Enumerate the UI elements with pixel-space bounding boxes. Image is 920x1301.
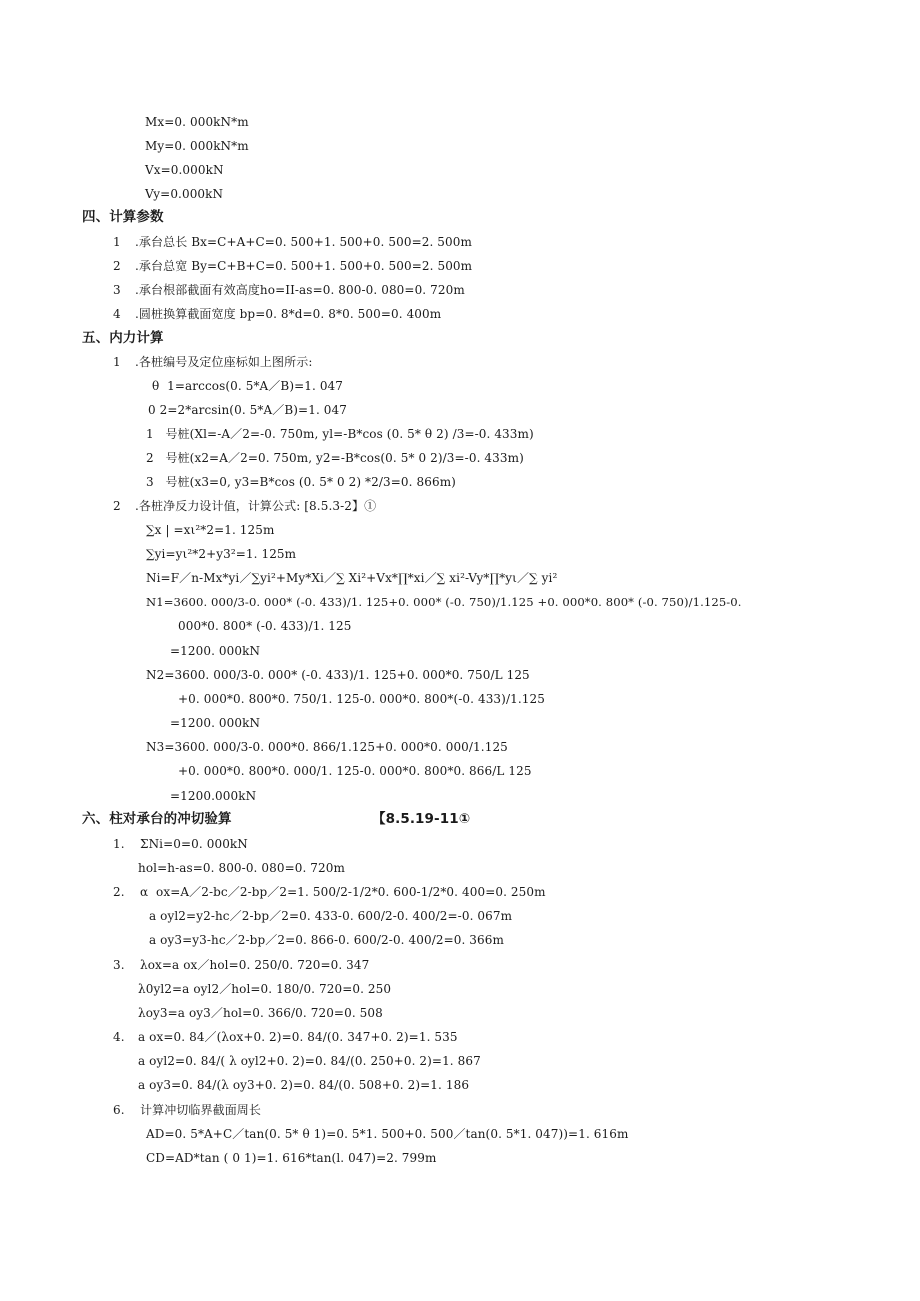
- section-4-item: [113, 306, 441, 322]
- formula-line: λoy3=a oy3／hol=0. 366/0. 720=0. 508: [138, 1006, 383, 1020]
- item-text: .承台根部截面有效高度ho=II-as=0. 800-0. 080=0. 720m: [135, 283, 465, 297]
- formula-line: CD=AD*tan ( 0 1)=1. 616*tan(l. 047)=2. 799m: [146, 1151, 437, 1165]
- item-text: .承台总宽 By=C+B+C=0. 500+1. 500+0. 500=2. 500m: [135, 259, 473, 273]
- formula-line: λox=a ox／hol=0. 250/0. 720=0. 347: [140, 958, 370, 972]
- section-6-reference: 【8.5.19-11①: [372, 811, 471, 827]
- formula-line: hol=h-as=0. 800-0. 080=0. 720m: [138, 861, 345, 875]
- section-6-item-number: 2.: [113, 885, 125, 899]
- section-6-title: 六、柱对承台的冲切验算: [82, 811, 232, 827]
- formula-line: a oy3=0. 84/(λ oy3+0. 2)=0. 84/(0. 508+0. 2)=1. 186: [138, 1078, 470, 1092]
- formula-line: AD=0. 5*A+C／tan(0. 5* θ 1)=0. 5*1. 500+0. 500／tan(0. 5*1. 047))=1. 616m: [146, 1127, 629, 1141]
- formula-line: a oyl2=0. 84/( λ oyl2+0. 2)=0. 84/(0. 250+0. 2)=1. 867: [138, 1054, 481, 1068]
- formula-line: 3 号桩(x3=0, y3=B*cos (0. 5* 0 2) *2/3=0. 866m): [146, 475, 456, 489]
- formula-line: α ox=A／2-bc／2-bp／2=1. 500/2-1/2*0. 600-1/2*0. 400=0. 250m: [140, 885, 546, 899]
- formula-line: ΣNi=0=0. 000kN: [140, 837, 248, 851]
- formula-line: Ni=F／n-Mx*yi／∑yi²+My*Xi／∑ Xi²+Vx*∏*xi／∑ xi²-Vy*∏*yι／∑ yi²: [146, 571, 558, 585]
- section-4-item: [113, 258, 472, 274]
- section-5-item-1: [113, 354, 312, 370]
- item-text: .承台总长 Bx=C+A+C=0. 500+1. 500+0. 500=2. 500m: [135, 235, 472, 249]
- formula-line: N3=3600. 000/3-0. 000*0. 866/1.125+0. 000*0. 000/1.125: [146, 740, 508, 754]
- formula-line: θ 1=arccos(0. 5*A／B)=1. 047: [152, 379, 344, 393]
- formula-line: 1 号桩(Xl=-A／2=-0. 750m, yl=-B*cos (0. 5* θ 2) /3=-0. 433m): [146, 427, 534, 441]
- item-number: 1: [113, 355, 121, 369]
- section-5-title: 五、内力计算: [82, 330, 164, 346]
- formula-line: =1200. 000kN: [170, 716, 261, 730]
- item-number: 3: [113, 283, 121, 297]
- formula-line: N2=3600. 000/3-0. 000* (-0. 433)/1. 125+0. 000*0. 750/L 125: [146, 668, 530, 682]
- load-vy: Vy=0.000kN: [145, 187, 224, 201]
- formula-line: +0. 000*0. 800*0. 750/1. 125-0. 000*0. 800*(-0. 433)/1.125: [178, 692, 545, 706]
- formula-line: =1200. 000kN: [170, 644, 261, 658]
- formula-line: =1200.000kN: [170, 789, 257, 803]
- item-text: .各桩净反力设计值，计算公式: [8.5.3-2】①: [135, 499, 377, 513]
- formula-line: ∑x | =xι²*2=1. 125m: [146, 523, 275, 537]
- item-number: 2: [113, 259, 121, 273]
- section-6-item-number: 6.: [113, 1103, 125, 1117]
- formula-line: +0. 000*0. 800*0. 000/1. 125-0. 000*0. 800*0. 866/L 125: [178, 764, 532, 778]
- formula-line: ∑yi=yι²*2+y3²=1. 125m: [146, 547, 297, 561]
- formula-line: 000*0. 800* (-0. 433)/1. 125: [178, 619, 352, 633]
- formula-line: 0 2=2*arcsin(0. 5*A／B)=1. 047: [148, 403, 347, 417]
- formula-line: 计算冲切临界截面周长: [140, 1103, 262, 1117]
- item-number: 2: [113, 499, 121, 513]
- load-mx: Mx=0. 000kN*m: [145, 115, 249, 129]
- item-text: .各桩编号及定位座标如上图所示:: [135, 355, 313, 369]
- formula-line: a oy3=y3-hc／2-bp／2=0. 866-0. 600/2-0. 400/2=0. 366m: [149, 933, 504, 947]
- section-4-item: [113, 282, 465, 298]
- load-my: My=0. 000kN*m: [145, 139, 249, 153]
- section-4-item: [113, 234, 472, 250]
- formula-line: 2 号桩(x2=A／2=0. 750m, y2=-B*cos(0. 5* 0 2)/3=-0. 433m): [146, 451, 524, 465]
- formula-line: a ox=0. 84／(λox+0. 2)=0. 84/(0. 347+0. 2)=1. 535: [138, 1030, 458, 1044]
- section-4-title: 四、计算参数: [82, 209, 164, 225]
- section-5-item-2: [113, 498, 376, 514]
- formula-line: λ0yl2=a oyl2／hol=0. 180/0. 720=0. 250: [138, 982, 392, 996]
- item-number: 4: [113, 307, 121, 321]
- formula-line: a oyl2=y2-hc／2-bp／2=0. 433-0. 600/2-0. 400/2=-0. 067m: [149, 909, 513, 923]
- formula-line: N1=3600. 000/3-0. 000* (-0. 433)/1. 125+0. 000* (-0. 750)/1.125 +0. 000*0. 800* (-0. 750)/1.125-0.: [146, 595, 742, 609]
- section-6-item-number: 4.: [113, 1030, 125, 1044]
- section-6-item-number: 1.: [113, 837, 125, 851]
- item-number: 1: [113, 235, 121, 249]
- item-text: .圆桩换算截面宽度 bp=0. 8*d=0. 8*0. 500=0. 400m: [135, 307, 442, 321]
- section-6-item-number: 3.: [113, 958, 125, 972]
- load-vx: Vx=0.000kN: [145, 163, 224, 177]
